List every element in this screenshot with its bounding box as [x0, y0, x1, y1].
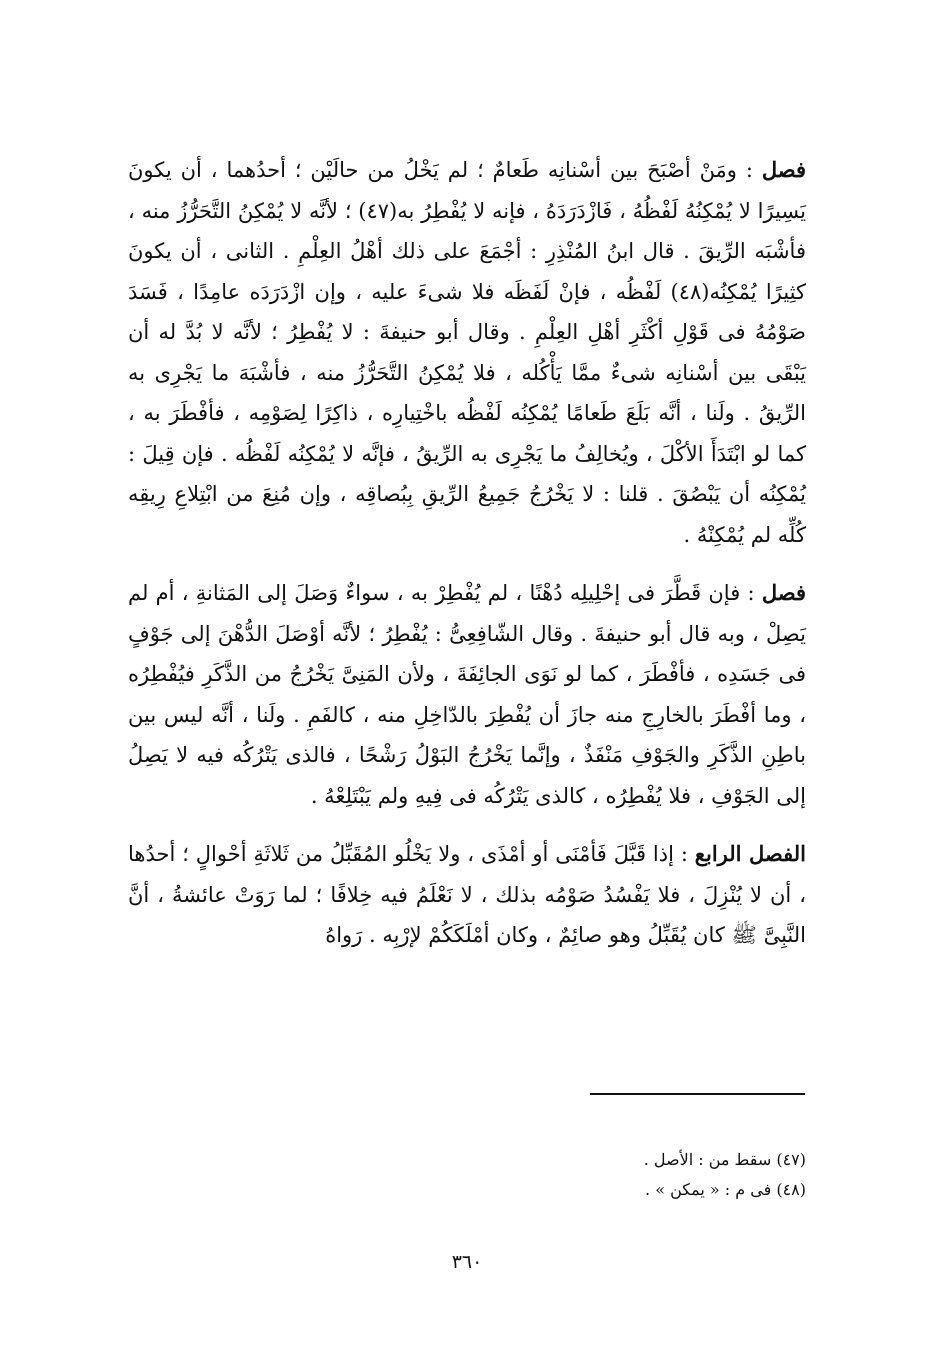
- footnotes: [644, 1145, 806, 1205]
- paragraph-1: [128, 150, 806, 555]
- section-heading: الفصل الرابع: [694, 841, 806, 866]
- main-text: [128, 150, 806, 956]
- paragraph-text: : فإن قَطَّرَ فى إحْلِيلِه دُهْنًا ، لم يُفْطِرْ به ، سواءٌ وَصَلَ إلى المَثانةِ ، أم لم يَصِلْ ، وبه قال أبو حنيفةَ . وقال الشّافِعِىُّ : يُفْطِرُ ؛ لأنَّه أوْصَلَ الدُّهْنَ إلى جَوْفٍ فى جَسَدِه ، فأفْطَرَ ، كما لو نَوَى الجائِفَةَ ، ولأن المَنِىَّ يَخْرُجُ من الذَّكَرِ فيُفْطِرُه ، وما أفْطَرَ بالخارِجِ منه جازَ أن يُفْطِرَ بالدّاخِلِ منه ، كالفَمِ . ولَنا ، أنَّه ليس بين باطِنِ الذَّكَرِ والجَوْفِ مَنْفَذٌ ، وإنَّما يَخْرُجُ البَوْلُ رَشْحًا ، فالذى يَتْرُكُه فيه لا يَصِلُ إلى الجَوْفِ ، فلا يُفْطِرُه ، كالذى يَتْرُكُه فى فِيهِ ولم يَبْتَلِعْهُ .: [128, 581, 806, 808]
- paragraph-text: : ومَنْ أصْبَحَ بين أسْنانِه طَعامٌ ؛ لم يَخْلُ من حالَيْن ؛ أحدُهما ، أن يكونَ يَسِيرًا لا يُمْكِنُهُ لَفْظُهُ ، فَازْدَرَدَهُ ، فإنه لا يُفْطِرُ به(٤٧) ؛ لأنَّه لا يُمْكِنُ التَّحَرُّزُ منه ، فأشْبَه الرِّيقَ . قال ابنُ المُنْذِرِ : أجْمَعَ على ذلك أهْلُ العِلْمِ . الثانى ، أن يكونَ كثِيرًا يُمْكِنُه(٤٨) لَفْظُه ، فإنْ لَفَظَه فلا شىءَ عليه ، وإن ازْدَرَدَه عامِدًا ، فَسَدَ صَوْمُهُ فى قَوْلِ أكْثَرِ أهْلِ العِلْمِ . وقال أبو حنيفةَ : لا يُفْطِرُ ؛ لأنَّه لا بُدَّ له أن يَبْقَى بين أسْنانِه شىءٌ ممَّا يَأْكُله ، فلا يُمْكِنُ التَّحَرُّزُ منه ، فأشْبَهَ ما يَجْرِى به الرِّيقُ . ولَنا ، أنَّه بَلَعَ طَعامًا يُمْكِنُه لَفْظُه باخْتِيارِه ، ذاكِرًا لِصَوْمِه ، فأفْطَرَ به ، كما لو ابْتَدَأَ الأكْلَ ، ويُخالِفُ ما يَجْرِى به الرِّيقُ ، فإنَّه لا يُمْكِنُه لَفْظُه . فإن قِيلَ : يُمْكِنُه أن يَبْصُقَ . قلنا : لا يَخْرُجُ جَمِيعُ الرِّيقِ بِبُصاقِه ، وإن مُنِعَ من ابْتِلاعِ رِيقِه كُلِّه لم يُمْكِنْهُ .: [128, 158, 806, 547]
- paragraph-text: : إذا قَبَّلَ فَأمْنَى أو أمْذَى ، ولا يَخْلُو المُقَبِّلُ من ثَلاثَةِ أحْوالٍ ؛ أحدُها ، أن لا يُنْزِلَ ، فلا يَفْسُدُ صَوْمُه بذلك ، لا نَعْلَمُ فيه خِلافًا ؛ لما رَوَتْ عائشةُ ، أنَّ النَّبِىَّ ﷺ كان يُقَبِّلُ وهو صائِمٌ ، وكان أمْلَكَكُمْ لإرْبِه . رَواهُ: [128, 842, 807, 947]
- footnote-48: (٤٨) فى م : « يمكن » .: [645, 1180, 806, 1199]
- paragraph-2: [128, 573, 806, 816]
- page-number: ٣٦٠: [451, 1251, 483, 1273]
- section-heading: فصل: [761, 580, 806, 605]
- footnote-47: (٤٧) سقط من : الأصل .: [643, 1150, 806, 1169]
- paragraph-3: [128, 834, 806, 956]
- footnote-separator: [590, 1093, 805, 1095]
- section-heading: فصل: [761, 157, 806, 182]
